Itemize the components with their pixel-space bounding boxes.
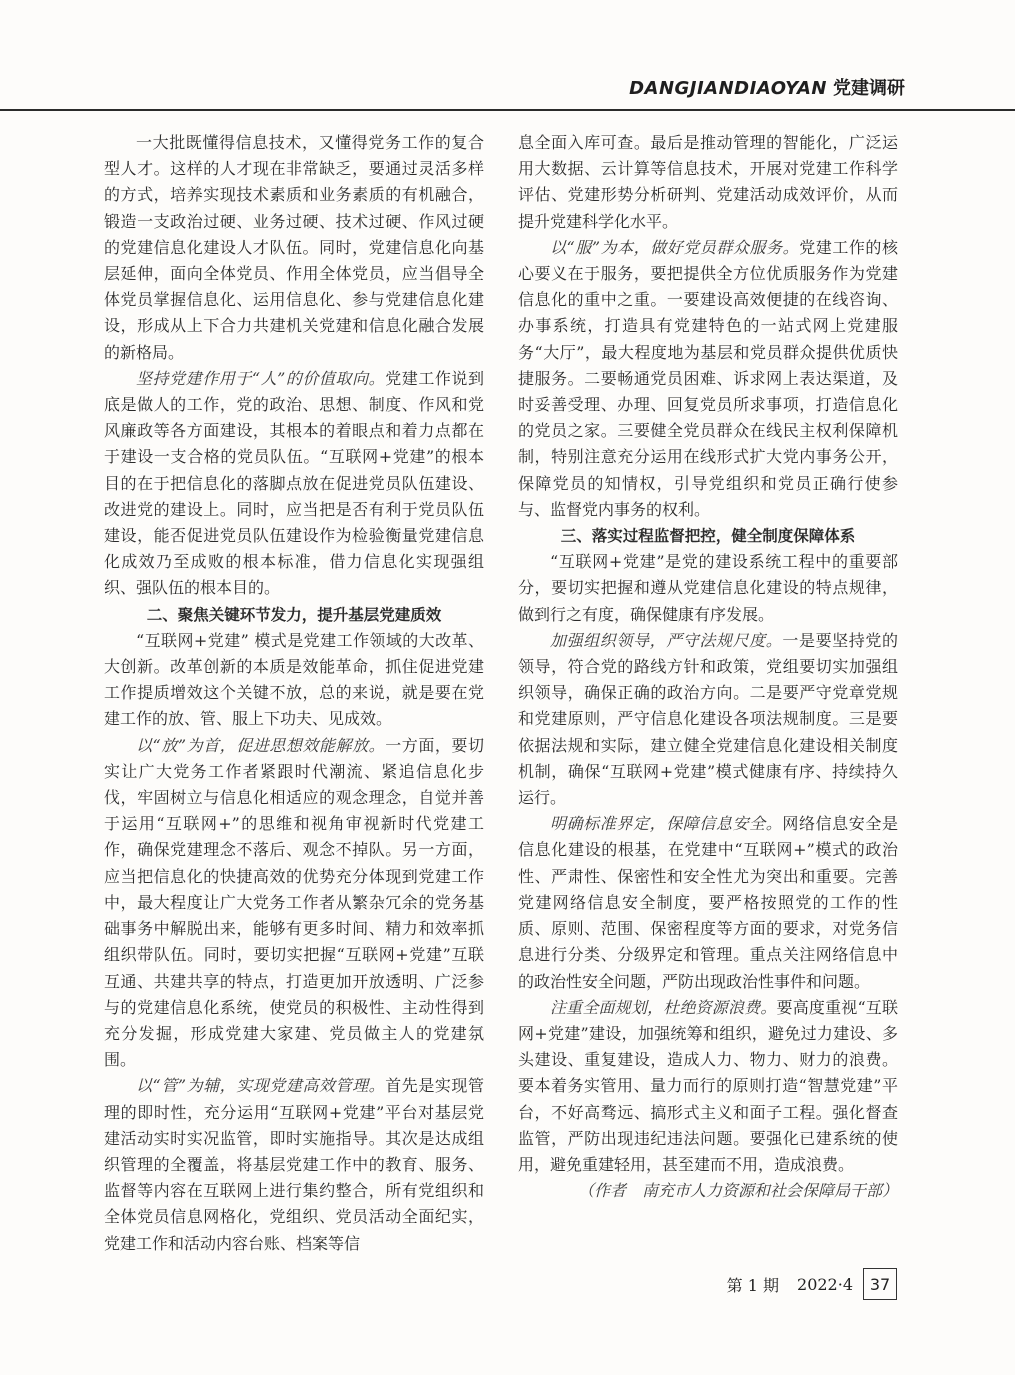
running-header [0, 74, 905, 108]
page-footer [727, 1267, 897, 1301]
header-pinyin: DANGJIANDIAOYAN [629, 78, 827, 99]
page-number: 37 [863, 1268, 897, 1300]
body-paragraph [518, 235, 898, 523]
paragraph-text: “互联网+党建” 模式是党建工作领域的大改革、大创新。改革创新的本质是效能革命，抓住促进党建工作提质增效这个关键不放，总的来说，就是要在党建工作的放、管、服上下功夫、见成效。 [104, 630, 484, 729]
paragraph-text: 息全面入库可查。最后是推动管理的智能化，广泛运用大数据、云计算等信息技术，开展对党建工作科学评估、党建形势分析研判、党建活动成效评价，从而提升党建科学化水平。 [518, 133, 898, 231]
paragraph-text: “互联网+党建”是党的建设系统工程中的重要部分，要切实把握和遵从党建信息化建设的特点规律，做到行之有度，确保健康有序发展。 [518, 552, 898, 624]
body-paragraph [104, 733, 484, 1074]
issue-number: 第 1 期 [726, 1275, 780, 1295]
paragraph-text: 党建工作的核心要义在于服务，要把提供全方位优质服务作为党建信息化的重中之重。一要建设高效便捷的在线咨询、办事系统，打造具有党建特色的一站式网上党建服务“大厅”，最大程度地为基层和党员群众提供优质快捷服务。二要畅通党员困难、诉求网上表达渠道，及时妥善受理、办理、回复党员所求事项，打造信息化的党员之家。三要健全党员群众在线民主权利保障机制，特别注意充分运用在线形式扩大党内事务公开，保障党员的知情权，引导党组织和党员正确行使参与、监督党内事务的权利。 [518, 237, 898, 519]
right-column [518, 130, 898, 1204]
paragraph-lead: 坚持党建作用于“人”的价值取向。 [136, 368, 386, 388]
left-column [104, 130, 484, 1257]
author-text: （作者 南充市人力资源和社会保障局干部） [577, 1181, 898, 1201]
body-paragraph [518, 811, 898, 994]
body-paragraph [104, 628, 484, 733]
paragraph-lead: 以“放”为首，促进思想效能解放。 [136, 735, 386, 755]
body-paragraph [518, 995, 898, 1178]
body-paragraph [104, 366, 484, 602]
paragraph-lead: 明确标准界定，保障信息安全。 [550, 814, 783, 834]
paragraph-text: 一大批既懂得信息技术，又懂得党务工作的复合型人才。这样的人才现在非常缺乏，要通过灵活多样的方式，培养实现技术素质和业务素质的有机融合，锻造一支政治过硬、业务过硬、技术过硬、作风过硬的党建信息化建设人才队伍。同时，党建信息化向基层延伸，面向全体党员、作用全体党员，应当倡导全体党员掌握信息化、运用信息化、参与党建信息化建设，形成从上下合力共建机关党建和信息化融合发展的新格局。 [104, 133, 484, 362]
paragraph-lead: 加强组织领导，严守法规尺度。 [550, 630, 783, 650]
paragraph-text: 一是要坚持党的领导，符合党的路线方针和政策，党组要切实加强组织领导，确保正确的政治方向。二是要严守党章党规和党建原则，严守信息化建设各项法规制度。三是要依据法规和实际，建立健全党建信息化建设相关制度机制，确保“互联网+党建”模式健康有序、持续持久运行。 [518, 630, 898, 808]
header-title: 党建调研 [833, 78, 905, 99]
body-paragraph [518, 130, 898, 235]
paragraph-text: 党建工作说到底是做人的工作，党的政治、思想、制度、作风和党风廉政等各方面建设，其根本的着眼点和着力点都在于建设一支合格的党员队伍。“互联网+党建”的根本目的在于把信息化的落脚点放在促进党员队伍建设、改进党的建设上。同时，应当把是否有利于党员队伍建设，能否促进党员队伍建设作为检验衡量党建信息化成效乃至成败的根本标准，借力信息化实现强组织、强队伍的根本目的。 [104, 368, 484, 598]
paragraph-text: 要高度重视“互联网+党建”建设，加强统筹和组织，避免过力建设、多头建设、重复建设，造成人力、物力、财力的浪费。要本着务实管用、量力而行的原则打造“智慧党建”平台，不好高骛远、搞形式主义和面子工程。强化督查监管，严防出现违纪违法问题。要强化已建系统的使用，避免重建轻用，甚至建而不用，造成浪费。 [518, 997, 898, 1174]
paragraph-text: 首先是实现管理的即时性，充分运用“互联网+党建”平台对基层党建活动实时实况监管，即时实施指导。其次是达成组织管理的全覆盖，将基层党建工作中的教育、服务、监督等内容在互联网上进行集约整合，所有党组织和全体党员信息网格化，党组织、党员活动全面纪实，党建工作和活动内容台账、档案等信 [104, 1076, 484, 1253]
body-paragraph [104, 130, 484, 366]
issue-date: 2022·4 [797, 1274, 853, 1294]
paragraph-text: 一方面，要切实让广大党务工作者紧跟时代潮流、紧追信息化步伐，牢固树立与信息化相适应的观念理念，自觉并善于运用“互联网+”的思维和视角审视新时代党建工作，确保党建理念不落后、观念不掉队。另一方面，应当把信息化的快捷高效的优势充分体现到党建工作中，最大程度让广大党务工作者从繁杂冗余的党务基础事务中解脱出来，能够有更多时间、精力和效率抓组织带队伍。同时，要切实把握“互联网+党建”互联互通、共建共享的特点，打造更加开放透明、广泛参与的党建信息化系统，使党员的积极性、主动性得到充分发掘，形成党建大家建、党员做主人的党建氛围。 [104, 735, 484, 1070]
author-note [518, 1178, 898, 1204]
body-paragraph [104, 1073, 484, 1256]
paragraph-lead: 注重全面规划，杜绝资源浪费。 [550, 997, 777, 1017]
section-heading: 三、落实过程监督把控，健全制度保障体系 [560, 527, 856, 546]
body-paragraph [518, 549, 898, 628]
paragraph-text: 网络信息安全是信息化建设的根基，在党建中“互联网+”模式的政治性、严肃性、保密性和安全性尤为突出和重要。完善党建网络信息安全制度，要严格按照党的工作的性质、原则、范围、保密程度等方面的要求，对党务信息进行分类、分级界定和管理。重点关注网络信息中的政治性安全问题，严防出现政治性事件和问题。 [518, 814, 898, 991]
paragraph-lead: 以“管”为辅，实现党建高效管理。 [136, 1076, 386, 1096]
body-paragraph [518, 628, 898, 811]
paragraph-lead: 以“服”为本，做好党员群众服务。 [550, 237, 800, 257]
section-heading: 二、聚焦关键环节发力，提升基层党建质效 [146, 605, 442, 624]
header-rule [0, 109, 1015, 111]
